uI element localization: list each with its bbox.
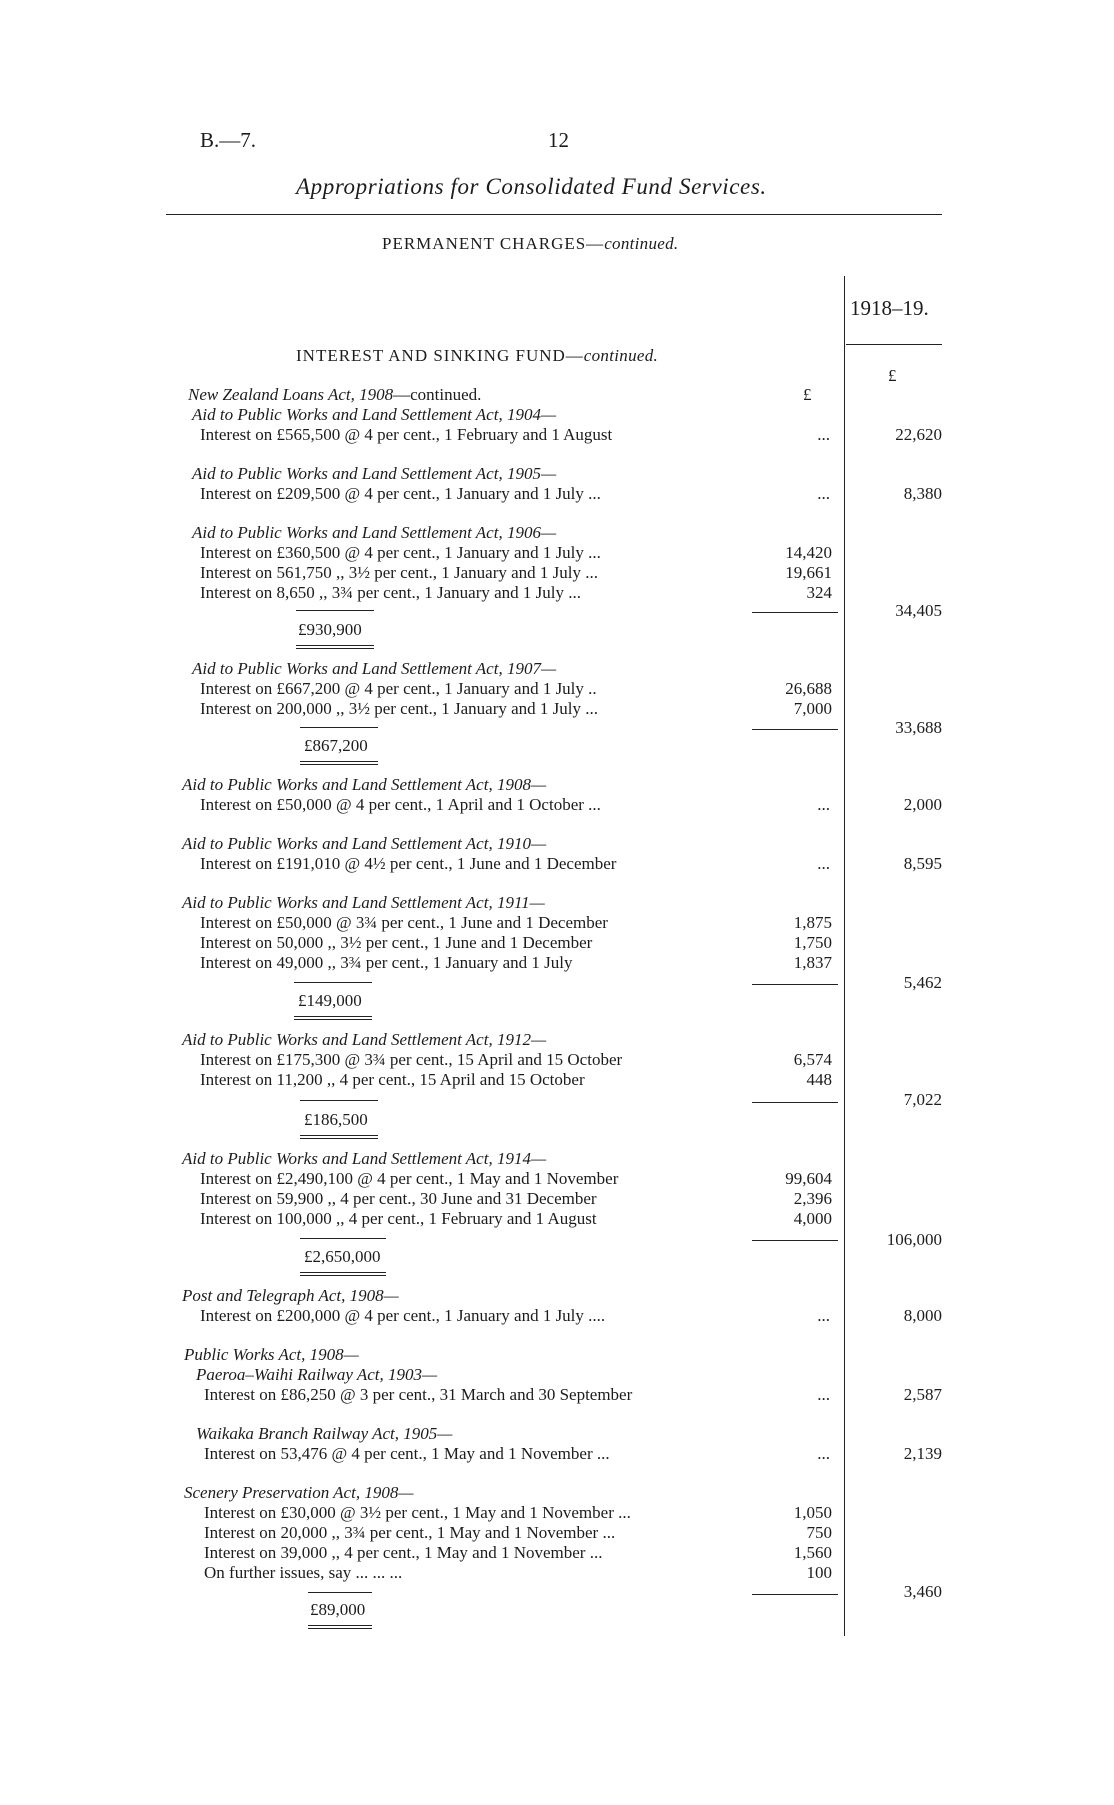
scenery-value: 1,560 (793, 1543, 832, 1562)
act-1911-line: Interest on £50,000 @ 3¾ per cent., 1 June and 1 December (200, 913, 608, 932)
act-1914-sum-rule (300, 1238, 386, 1239)
act-1911-principal: £149,000 (298, 991, 362, 1010)
waikaka-dots: ... (817, 1444, 830, 1463)
act-1908-dots: ... (817, 795, 830, 814)
act-1905-line: Interest on £209,500 @ 4 per cent., 1 January and 1 July ... (200, 484, 601, 503)
pound-symbol-year: £ (888, 366, 897, 385)
act-1914-title: Aid to Public Works and Land Settlement Act, 1914— (182, 1149, 547, 1168)
act-1911-sum-rule (294, 982, 372, 983)
act-1906-sum-rule (296, 610, 374, 611)
act-1907-double-rule (300, 761, 378, 765)
act-1914-principal: £2,650,000 (304, 1247, 381, 1266)
act-1912-value: 6,574 (793, 1050, 832, 1069)
scenery-value-rule (752, 1594, 838, 1595)
act-1911-value: 1,750 (793, 933, 832, 952)
act-1912-value: 448 (806, 1070, 832, 1089)
act-1910-line: Interest on £191,010 @ 4½ per cent., 1 June and 1 December (200, 854, 617, 873)
act-1907-line: Interest on 200,000 ,, 3½ per cent., 1 January and 1 July ... (200, 699, 598, 718)
section-heading-continued: continued. (583, 346, 659, 365)
act-1907-title: Aid to Public Works and Land Settlement Act, 1907— (192, 659, 557, 678)
column-divider (844, 276, 845, 1636)
act-1912-sum-rule (300, 1100, 378, 1101)
act-1911-value-rule (752, 984, 838, 985)
act-1906-double-rule (296, 645, 374, 649)
paeroa-waihi-line: Interest on £86,250 @ 3 per cent., 31 March and 30 September (204, 1385, 633, 1404)
scenery-total: 3,460 (903, 1582, 942, 1601)
act-1906-principal: £930,900 (298, 620, 362, 639)
act-1912-value-rule (752, 1102, 838, 1103)
act-1914-value-rule (752, 1240, 838, 1241)
nz-loans-heading (188, 385, 481, 405)
act-1906-line: Interest on 561,750 ,, 3½ per cent., 1 January and 1 July ... (200, 563, 598, 582)
act-1906-line: Interest on £360,500 @ 4 per cent., 1 January and 1 July ... (200, 543, 601, 562)
act-1906-line: Interest on 8,650 ,, 3¾ per cent., 1 January and 1 July ... (200, 583, 581, 602)
act-1907-value: 26,688 (785, 679, 832, 698)
waikaka-total: 2,139 (903, 1444, 942, 1463)
scenery-line: Interest on £30,000 @ 3½ per cent., 1 May and 1 November ... (204, 1503, 631, 1522)
act-1904-title: Aid to Public Works and Land Settlement Act, 1904— (192, 405, 557, 424)
act-1914-line: Interest on £2,490,100 @ 4 per cent., 1 May and 1 November (200, 1169, 619, 1188)
act-1912-title: Aid to Public Works and Land Settlement Act, 1912— (182, 1030, 547, 1049)
act-1914-value: 4,000 (793, 1209, 832, 1228)
scenery-double-rule (308, 1625, 372, 1629)
act-1912-line: Interest on 11,200 ,, 4 per cent., 15 April and 15 October (200, 1070, 585, 1089)
act-1907-sum-rule (300, 727, 378, 728)
act-1907-value-rule (752, 729, 838, 730)
act-1905-total: 8,380 (903, 484, 942, 503)
act-1914-double-rule (300, 1272, 386, 1276)
act-1911-title: Aid to Public Works and Land Settlement Act, 1911— (182, 893, 545, 912)
act-1906-value: 19,661 (785, 563, 832, 582)
act-1908-total: 2,000 (903, 795, 942, 814)
act-1906-title: Aid to Public Works and Land Settlement Act, 1906— (192, 523, 557, 542)
scenery-value: 750 (806, 1523, 832, 1542)
title-rule (166, 214, 942, 215)
public-works-act-title: Public Works Act, 1908— (184, 1345, 359, 1364)
nz-loans-act: New Zealand Loans Act, 1908 (188, 385, 394, 404)
act-1904-total: 22,620 (895, 425, 942, 444)
act-1906-value-rule (752, 612, 838, 613)
act-1907-value: 7,000 (793, 699, 832, 718)
act-1905-title: Aid to Public Works and Land Settlement Act, 1905— (192, 464, 557, 483)
subtitle (382, 234, 678, 254)
act-1905-dots: ... (817, 484, 830, 503)
waikaka-title: Waikaka Branch Railway Act, 1905— (196, 1424, 453, 1443)
act-1906-value: 14,420 (785, 543, 832, 562)
act-1911-value: 1,837 (793, 953, 832, 972)
act-1910-dots: ... (817, 854, 830, 873)
act-1904-line: Interest on £565,500 @ 4 per cent., 1 February and 1 August (200, 425, 613, 444)
scenery-value: 100 (806, 1563, 832, 1582)
scenery-line: On further issues, say ... ... ... (204, 1563, 403, 1582)
act-1906-total: 34,405 (895, 601, 942, 620)
scenery-value: 1,050 (793, 1503, 832, 1522)
waikaka-line: Interest on 53,476 @ 4 per cent., 1 May and 1 November ... (204, 1444, 610, 1463)
post-telegraph-title: Post and Telegraph Act, 1908— (182, 1286, 399, 1305)
document-reference: B.—7. (200, 128, 257, 152)
act-1911-total: 5,462 (903, 973, 942, 992)
act-1912-principal: £186,500 (304, 1110, 368, 1129)
act-1914-total: 106,000 (886, 1230, 942, 1249)
act-1904-dots: ... (817, 425, 830, 444)
act-1907-line: Interest on £667,200 @ 4 per cent., 1 January and 1 July .. (200, 679, 597, 698)
page-number: 12 (548, 128, 569, 152)
scenery-sum-rule (308, 1592, 372, 1593)
subtitle-continued: continued. (604, 234, 679, 253)
act-1908-title: Aid to Public Works and Land Settlement Act, 1908— (182, 775, 547, 794)
section-heading (296, 346, 658, 366)
scenery-principal: £89,000 (310, 1600, 366, 1619)
year-column-header: 1918–19. (850, 296, 929, 320)
act-1912-line: Interest on £175,300 @ 3¾ per cent., 15 April and 15 October (200, 1050, 623, 1069)
post-telegraph-total: 8,000 (903, 1306, 942, 1325)
act-1911-line: Interest on 49,000 ,, 3¾ per cent., 1 January and 1 July (200, 953, 573, 972)
act-1910-total: 8,595 (903, 854, 942, 873)
paeroa-waihi-dots: ... (817, 1385, 830, 1404)
act-1914-value: 99,604 (785, 1169, 832, 1188)
act-1914-line: Interest on 59,900 ,, 4 per cent., 30 June and 31 December (200, 1189, 597, 1208)
act-1907-principal: £867,200 (304, 736, 368, 755)
act-1906-value: 324 (806, 583, 832, 602)
subtitle-main: PERMANENT CHARGES— (382, 234, 605, 253)
paeroa-waihi-title: Paeroa–Waihi Railway Act, 1903— (196, 1365, 438, 1384)
act-1908-line: Interest on £50,000 @ 4 per cent., 1 April and 1 October ... (200, 795, 601, 814)
act-1910-title: Aid to Public Works and Land Settlement Act, 1910— (182, 834, 547, 853)
scenery-title: Scenery Preservation Act, 1908— (184, 1483, 414, 1502)
scenery-line: Interest on 39,000 ,, 4 per cent., 1 May and 1 November ... (204, 1543, 603, 1562)
page-title: Appropriations for Consolidated Fund Services. (296, 174, 767, 199)
pound-symbol-detail: £ (803, 385, 812, 404)
act-1914-line: Interest on 100,000 ,, 4 per cent., 1 February and 1 August (200, 1209, 597, 1228)
post-telegraph-line: Interest on £200,000 @ 4 per cent., 1 January and 1 July .... (200, 1306, 606, 1325)
nz-loans-continued: —continued. (393, 385, 482, 404)
act-1907-total: 33,688 (895, 718, 942, 737)
act-1912-double-rule (300, 1135, 378, 1139)
scenery-line: Interest on 20,000 ,, 3¾ per cent., 1 May and 1 November ... (204, 1523, 616, 1542)
year-header-rule (846, 344, 942, 345)
act-1912-total: 7,022 (903, 1090, 942, 1109)
act-1914-value: 2,396 (793, 1189, 832, 1208)
act-1911-value: 1,875 (793, 913, 832, 932)
act-1911-line: Interest on 50,000 ,, 3½ per cent., 1 June and 1 December (200, 933, 593, 952)
act-1911-double-rule (294, 1016, 372, 1020)
section-heading-main: INTEREST AND SINKING FUND— (296, 346, 584, 365)
post-telegraph-dots: ... (817, 1306, 830, 1325)
paeroa-waihi-total: 2,587 (903, 1385, 942, 1404)
